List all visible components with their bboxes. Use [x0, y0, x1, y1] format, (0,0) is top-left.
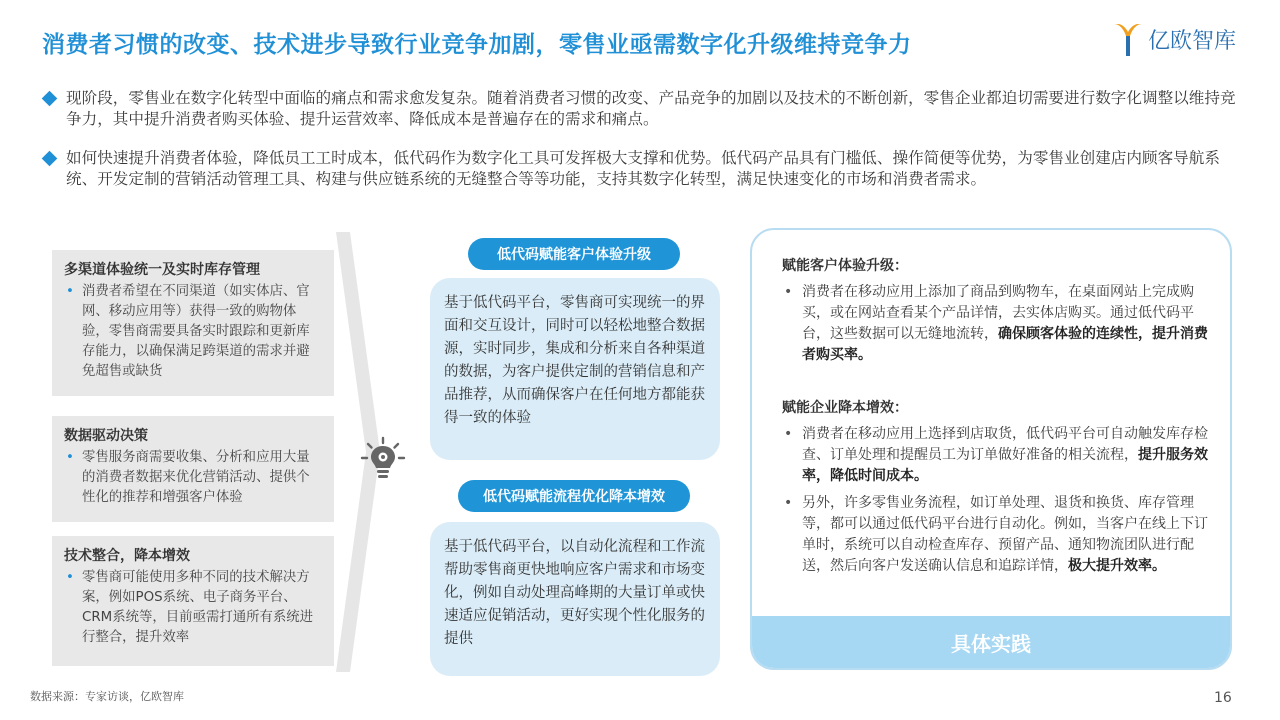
- card-text: • 零售服务商需要收集、分析和应用大量的消费者数据来优化营销活动、提供个性化的推荐和增强客户体验: [66, 450, 310, 505]
- section-heading: 赋能客户体验升级：: [782, 258, 908, 274]
- pill-customer-experience: 低代码赋能客户体验升级: [468, 238, 680, 270]
- practice-band: [752, 616, 1230, 668]
- section-heading: 赋能企业降本增效：: [782, 400, 908, 416]
- practice-band-label: 具体实践: [951, 631, 1031, 656]
- yiou-logo-icon: [1110, 20, 1144, 58]
- card-heading: 技术整合，降本增效: [64, 548, 190, 564]
- section-bullet: • 另外，许多零售业务流程，如订单处理、退货和换货、库存管理等，都可以通过低代码平台进行自动化。例如，当客户在线上下订单时，系统可以自动检查库存、预留产品、通知物流团队进行配送，然后向客户发送确认信息和追踪详情，极大提升效率。: [784, 495, 1208, 574]
- intro-bullet-1-text: 现阶段，零售业在数字化转型中面临的痛点和需求愈发复杂。随着消费者习惯的改变、产品竞争的加剧以及技术的不断创新，零售企业都迫切需要进行数字化调整以维持竞争力，其中提升消费者购买体验、提升运营效率、降低成本是普遍存在的需求和痛点。: [66, 89, 1236, 128]
- page-number: 16: [1214, 690, 1232, 706]
- pill-cost-reduction: 低代码赋能流程优化降本增效: [458, 480, 690, 512]
- pain-point-card-integration: [52, 536, 334, 666]
- section-bullet: • 消费者在移动应用上选择到店取货，低代码平台可自动触发库存检查、订单处理和提醒员工为订单做好准备的相关流程，提升服务效率，降低时间成本。: [784, 426, 1208, 484]
- pain-point-card-data-driven: [52, 416, 334, 522]
- data-source: 数据来源：专家访谈，亿欧智库: [30, 690, 184, 703]
- brand-logo: [1110, 18, 1250, 60]
- logo-text: 亿欧智库: [1148, 28, 1237, 54]
- intro-bullet-2: [44, 148, 1244, 190]
- card-text: • 消费者希望在不同渠道（如实体店、官网、移动应用等）获得一致的购物体验，零售商需要具备实时跟踪和更新库存能力，以确保满足跨渠道的需求并避免超售或缺货: [66, 284, 310, 379]
- practice-panel: [750, 228, 1232, 670]
- page-title: 消费者习惯的改变、技术进步导致行业竞争加剧，零售业亟需数字化升级维持竞争力: [42, 32, 912, 58]
- intro-bullet-2-text: 如何快速提升消费者体验，降低员工工时成本，低代码作为数字化工具可发挥极大支撑和优势。低代码产品具有门槛低、操作简便等优势，为零售业创建店内顾客导航系统、开发定制的营销活动管理工具、构建与供应链系统的无缝整合等等功能，支持其数字化转型，满足快速变化的市场和消费者需求。: [66, 149, 1220, 188]
- card-heading: 多渠道体验统一及实时库存管理: [64, 262, 260, 278]
- diamond-bullet-icon: [42, 91, 58, 107]
- lightbulb-gear-icon: [360, 436, 406, 482]
- pain-point-card-omnichannel: [52, 250, 334, 396]
- section-bullet: • 消费者在移动应用上添加了商品到购物车，在桌面网站上完成购买，或在网站查看某个产品详情，去实体店购买。通过低代码平台，这些数据可以无缝地流转，确保顾客体验的连续性，提升消费者购买率。: [784, 284, 1208, 363]
- card-heading: 数据驱动决策: [64, 428, 148, 444]
- intro-bullet-1: [44, 88, 1244, 130]
- solution-box-customer-experience: 基于低代码平台，零售商可实现统一的界面和交互设计，同时可以轻松地整合数据源，实时同步，集成和分析来自各种渠道的数据，为客户提供定制的营销信息和产品推荐，从而确保客户在任何地方都能获得一致的体验: [430, 278, 720, 460]
- solution-box-cost-reduction: 基于低代码平台，以自动化流程和工作流帮助零售商更快地响应客户需求和市场变化，例如自动处理高峰期的大量订单或快速适应促销活动，更好实现个性化服务的提供: [430, 522, 720, 676]
- practice-section-enterprise: [782, 398, 1212, 577]
- card-text: • 零售商可能使用多种不同的技术解决方案，例如POS系统、电子商务平台、CRM系统等，目前亟需打通所有系统进行整合，提升效率: [66, 570, 314, 645]
- practice-section-customer: [782, 256, 1212, 366]
- diamond-bullet-icon: [42, 151, 58, 167]
